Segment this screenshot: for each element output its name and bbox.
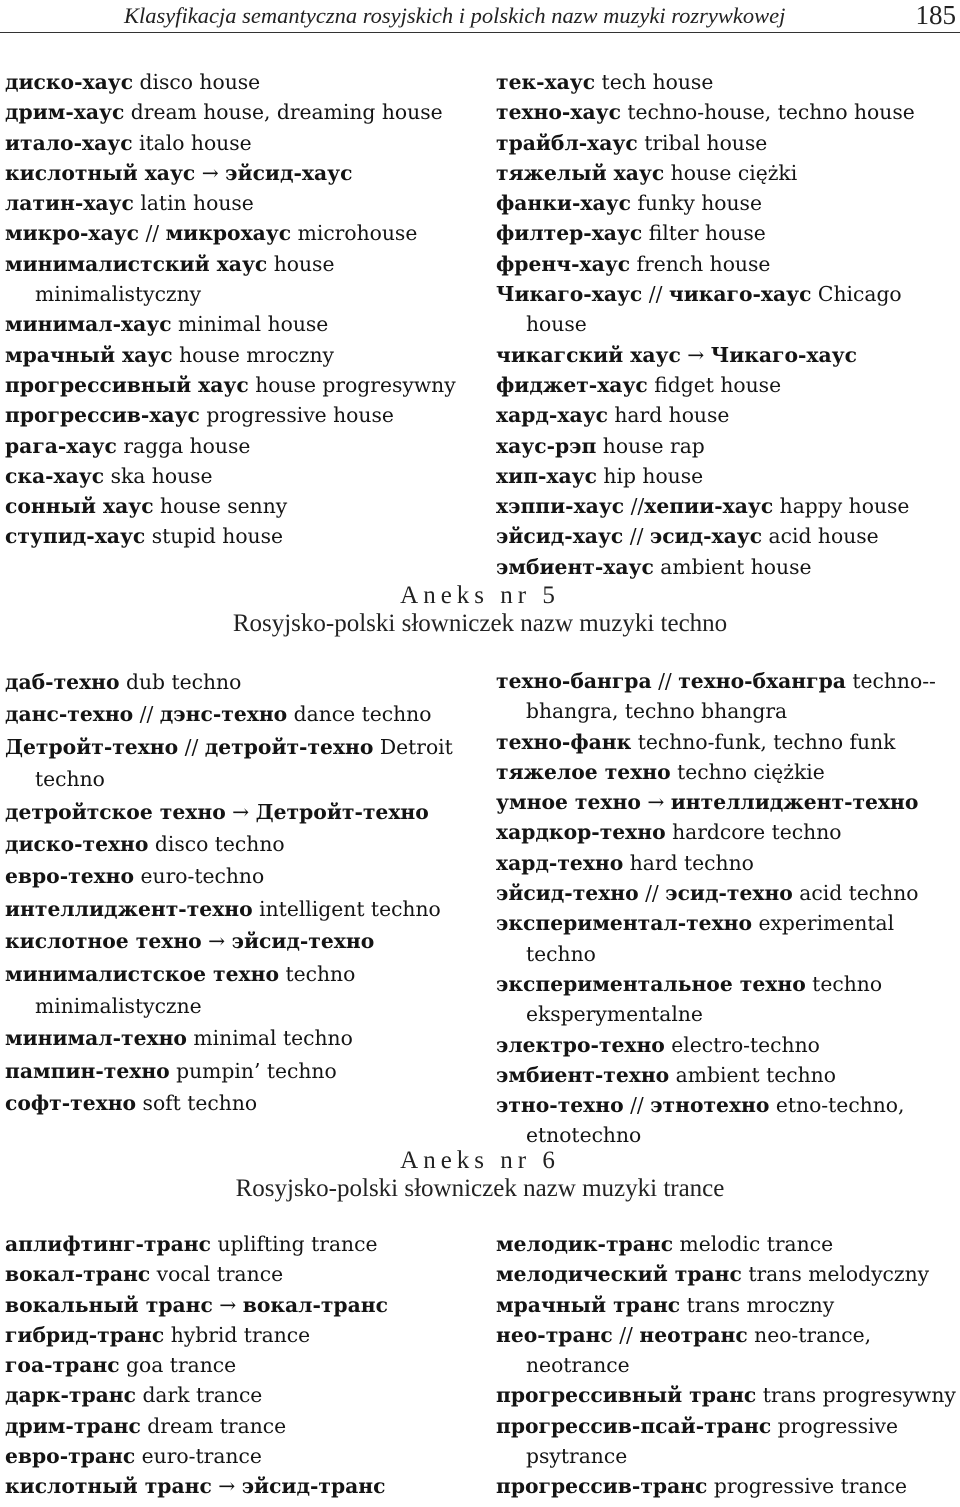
entry-translation: italo house xyxy=(132,130,252,155)
dictionary-entry xyxy=(5,828,467,860)
entry-variant: неотранс xyxy=(639,1322,748,1347)
entry-variant: чикаго-хаус xyxy=(668,282,812,307)
entry-term: евро-техно xyxy=(5,864,135,889)
dictionary-entry xyxy=(5,1259,467,1289)
entry-term: тяжелый хаус xyxy=(496,160,665,185)
dictionary-entry xyxy=(496,908,958,969)
entry-translation: minimal techno xyxy=(186,1026,353,1051)
entry-reference: Детройт-техно xyxy=(255,799,429,824)
dictionary-entry xyxy=(5,249,467,310)
entry-translation: techno-house, techno house xyxy=(620,100,915,125)
entry-arrow: → xyxy=(225,799,256,824)
dictionary-entry xyxy=(5,309,467,339)
dictionary-entry xyxy=(496,1090,958,1151)
dictionary-entry xyxy=(496,817,958,847)
dictionary-entry xyxy=(5,218,467,248)
dictionary-entry xyxy=(5,731,467,796)
entry-term: софт-техно xyxy=(5,1091,137,1116)
entry-translation: house rap xyxy=(596,433,705,458)
dictionary-entry xyxy=(5,188,467,218)
entry-term: прогрессив-транс xyxy=(496,1474,708,1499)
dictionary-entry xyxy=(5,1022,467,1054)
entry-translation: ragga house xyxy=(116,433,251,458)
entry-term: Чикаго-хаус xyxy=(496,282,643,307)
entry-arrow: → xyxy=(212,1292,243,1317)
entry-translation: acid techno xyxy=(792,881,919,906)
entry-term: кислотный транс xyxy=(5,1474,212,1499)
entry-translation: hybrid trance xyxy=(164,1322,311,1347)
dictionary-entry xyxy=(5,1229,467,1259)
dictionary-entry xyxy=(496,969,958,1030)
entry-term: диско-техно xyxy=(5,832,149,857)
entry-term: прогрессив-псай-транс xyxy=(496,1413,772,1438)
entry-term: ступид-хаус xyxy=(5,524,146,549)
entry-translation: euro-techno xyxy=(134,864,265,889)
entry-reference: Чикаго-хаус xyxy=(710,342,857,367)
entry-separator: // xyxy=(624,494,645,519)
entry-term: прогрессив-хаус xyxy=(5,403,200,428)
dictionary-entry xyxy=(496,1290,958,1320)
dictionary-entry xyxy=(5,1055,467,1087)
entry-variant: дэнс-техно xyxy=(159,702,288,727)
entry-translation: dub techno xyxy=(119,670,242,694)
entry-term: тек-хаус xyxy=(496,70,596,94)
dictionary-entry xyxy=(5,958,467,1023)
dictionary-entry xyxy=(496,279,958,340)
entry-translation: trans mroczny xyxy=(680,1292,835,1317)
entry-translation: euro-trance xyxy=(135,1444,262,1469)
dictionary-entry xyxy=(5,1471,467,1501)
dictionary-entry xyxy=(496,431,958,461)
entry-separator: // xyxy=(642,282,669,307)
entry-variant: хепии-хаус xyxy=(644,494,774,519)
dictionary-entry xyxy=(496,97,958,127)
entry-term: хаус-рэп xyxy=(496,433,597,458)
entry-translation: etno-techno, etnotechno xyxy=(526,1093,905,1148)
entry-translation: hard techno xyxy=(623,850,754,875)
entry-separator: // xyxy=(139,221,166,246)
entry-variant: эсид-техно xyxy=(665,881,793,906)
entry-term: Детройт-техно xyxy=(5,734,179,759)
entry-arrow: → xyxy=(195,160,226,185)
entry-translation: progressive trance xyxy=(707,1474,907,1499)
dictionary-entry xyxy=(496,878,958,908)
entry-term: техно-фанк xyxy=(496,729,632,754)
entry-translation: hardcore techno xyxy=(665,820,842,845)
entry-term: минималистский хаус xyxy=(5,251,268,276)
dictionary-entry xyxy=(496,1380,958,1410)
entry-translation: house ciężki xyxy=(664,160,798,185)
trance-list-right xyxy=(496,1229,958,1502)
entry-term: данс-техно xyxy=(5,702,134,727)
dictionary-entry xyxy=(5,461,467,491)
techno-list-left xyxy=(5,666,467,1120)
annex-6-heading xyxy=(0,1147,960,1203)
entry-term: прогрессивный транс xyxy=(496,1383,757,1408)
entry-translation: intelligent techno xyxy=(252,896,441,921)
entry-variant: техно-бхангра xyxy=(678,669,846,693)
entry-translation: house progresywny xyxy=(248,372,456,397)
entry-translation: house minimalistyczny xyxy=(35,251,335,307)
entry-separator: // xyxy=(178,734,205,759)
entry-term: техно-хаус xyxy=(496,100,621,125)
entry-term: чикагский хаус xyxy=(496,342,681,367)
dictionary-entry xyxy=(496,158,958,188)
entry-term: хард-техно xyxy=(496,850,624,875)
entry-reference: эйсид-хаус xyxy=(225,160,353,185)
dictionary-entry xyxy=(5,666,467,698)
entry-translation: techno eksperymentalne xyxy=(526,971,883,1027)
entry-translation: dream house, dreaming house xyxy=(124,100,443,125)
entry-term: пампин-техно xyxy=(5,1058,170,1083)
dictionary-entry xyxy=(5,796,467,828)
entry-arrow: → xyxy=(640,790,671,815)
entry-term: сонный хаус xyxy=(5,494,154,519)
entry-separator: // xyxy=(651,669,679,693)
entry-term: диско-хаус xyxy=(5,70,134,94)
entry-term: минимал-техно xyxy=(5,1026,187,1051)
entry-separator: // xyxy=(133,702,160,727)
entry-term: рага-хаус xyxy=(5,433,117,458)
entry-translation: ambient house xyxy=(653,554,812,579)
annex-6-subtitle: Rosyjsko-polski słowniczek nazw muzyki trance xyxy=(235,1175,725,1202)
entry-term: даб-техно xyxy=(5,670,120,694)
entry-translation: acid house xyxy=(762,524,879,549)
entry-arrow: → xyxy=(201,929,232,954)
entry-translation: dark trance xyxy=(136,1383,263,1408)
entry-translation: hip house xyxy=(596,463,704,488)
dictionary-entry xyxy=(5,431,467,461)
dictionary-entry xyxy=(5,370,467,400)
entry-term: фанки-хаус xyxy=(496,191,631,216)
entry-term: вокал-транс xyxy=(5,1262,151,1287)
annex-5-title: Aneks nr 5 xyxy=(400,582,560,609)
entry-translation: progressive house xyxy=(199,403,394,428)
entry-term: евро-транс xyxy=(5,1444,136,1469)
entry-term: хард-хаус xyxy=(496,403,608,428)
entry-term: филтер-хаус xyxy=(496,221,643,246)
dictionary-entry xyxy=(496,757,958,787)
entry-term: детройтское техно xyxy=(5,799,226,824)
entry-variant: эсид-хаус xyxy=(649,524,763,549)
entry-separator: // xyxy=(638,881,666,906)
dictionary-entry xyxy=(5,67,467,97)
dictionary-entry xyxy=(496,188,958,218)
entry-term: техно-бангра xyxy=(496,669,652,693)
dictionary-entry xyxy=(5,97,467,127)
entry-translation: filter house xyxy=(642,221,766,246)
entry-translation: french house xyxy=(630,251,771,276)
dictionary-entry xyxy=(5,1290,467,1320)
dictionary-entry xyxy=(496,552,958,582)
house-list-left xyxy=(5,67,467,552)
dictionary-entry xyxy=(5,1320,467,1350)
entry-translation: microhouse xyxy=(291,221,418,246)
entry-separator: // xyxy=(612,1322,640,1347)
dictionary-entry xyxy=(496,218,958,248)
entry-term: мрачный хаус xyxy=(5,342,173,367)
dictionary-entry xyxy=(5,128,467,158)
dictionary-entry xyxy=(496,249,958,279)
entry-translation: funky house xyxy=(630,191,762,216)
entry-term: мелодический транс xyxy=(496,1262,742,1287)
entry-translation: techno minimalistyczne xyxy=(35,961,356,1019)
entry-term: френч-хаус xyxy=(496,251,631,276)
dictionary-entry xyxy=(5,158,467,188)
entry-term: мрачный транс xyxy=(496,1292,681,1317)
entry-term: тяжелое техно xyxy=(496,759,671,784)
entry-translation: Chicago house xyxy=(526,282,902,337)
entry-translation: latin house xyxy=(133,191,254,216)
entry-term: дрим-хаус xyxy=(5,100,125,125)
entry-term: эйсид-техно xyxy=(496,881,639,906)
dictionary-entry xyxy=(496,1229,958,1259)
entry-separator: // xyxy=(623,524,650,549)
entry-term: гибрид-транс xyxy=(5,1322,165,1347)
entry-translation: dance techno xyxy=(287,702,432,727)
dictionary-entry xyxy=(496,128,958,158)
page-number: 185 xyxy=(915,0,956,30)
dictionary-entry xyxy=(496,67,958,97)
dictionary-entry xyxy=(496,1471,958,1501)
entry-term: экспериментальное техно xyxy=(496,971,806,996)
entry-term: кислотное техно xyxy=(5,929,202,954)
house-list-right xyxy=(496,67,958,582)
entry-variant: детройт-техно xyxy=(204,734,374,759)
dictionary-entry xyxy=(5,400,467,430)
entry-variant: микрохаус xyxy=(165,221,292,246)
entry-term: микро-хаус xyxy=(5,221,139,246)
entry-term: кислотный хаус xyxy=(5,160,196,185)
dictionary-entry xyxy=(5,340,467,370)
dictionary-entry xyxy=(5,1087,467,1119)
entry-separator: // xyxy=(623,1093,651,1118)
entry-term: ска-хаус xyxy=(5,463,105,488)
entry-translation: minimal house xyxy=(171,312,329,337)
entry-translation: vocal trance xyxy=(150,1262,284,1287)
entry-term: дрим-транс xyxy=(5,1413,141,1438)
entry-translation: experimental techno xyxy=(526,911,895,966)
dictionary-entry xyxy=(496,400,958,430)
entry-term: минимал-хаус xyxy=(5,312,172,337)
entry-translation: techno--bhangra, techno bhangra xyxy=(526,669,936,724)
entry-translation: goa trance xyxy=(119,1353,237,1378)
entry-translation: uplifting trance xyxy=(211,1232,378,1256)
entry-translation: techno ciężkie xyxy=(670,759,825,784)
dictionary-entry xyxy=(496,666,958,727)
dictionary-entry xyxy=(496,521,958,551)
dictionary-entry xyxy=(5,1350,467,1380)
entry-translation: happy house xyxy=(773,494,910,519)
entry-term: итало-хаус xyxy=(5,130,133,155)
entry-term: вокальный транс xyxy=(5,1292,213,1317)
entry-translation: disco techno xyxy=(148,832,285,857)
entry-term: трайбл-хаус xyxy=(496,130,638,155)
dictionary-entry xyxy=(496,787,958,817)
dictionary-entry xyxy=(496,1320,958,1381)
entry-term: нео-транс xyxy=(496,1322,613,1347)
entry-reference: интеллиджент-техно xyxy=(670,790,919,815)
entry-translation: disco house xyxy=(133,70,261,94)
entry-reference: эйсид-техно xyxy=(231,929,375,954)
entry-translation: trans melodyczny xyxy=(741,1262,930,1287)
running-header xyxy=(0,0,960,33)
entry-translation: dream trance xyxy=(140,1413,287,1438)
entry-translation: pumpin’ techno xyxy=(169,1058,337,1083)
entry-translation: house senny xyxy=(153,494,288,519)
entry-term: эмбиент-хаус xyxy=(496,554,654,579)
entry-term: мелодик-транс xyxy=(496,1232,674,1256)
entry-translation: ambient techno xyxy=(669,1062,836,1087)
entry-translation: tribal house xyxy=(637,130,768,155)
entry-variant: этнотехно xyxy=(650,1093,770,1118)
entry-translation: Detroit techno xyxy=(35,734,453,792)
annex-5-subtitle: Rosyjsko-polski słowniczek nazw muzyki techno xyxy=(232,610,728,637)
dictionary-entry xyxy=(496,848,958,878)
entry-translation: electro-techno xyxy=(664,1032,820,1057)
entry-term: хэппи-хаус xyxy=(496,494,625,519)
dictionary-entry xyxy=(5,698,467,730)
entry-translation: fidget house xyxy=(647,372,782,397)
dictionary-entry xyxy=(5,1380,467,1410)
entry-term: интеллиджент-техно xyxy=(5,896,253,921)
entry-term: фиджет-хаус xyxy=(496,372,648,397)
entry-reference: эйсид-транс xyxy=(241,1474,386,1499)
entry-term: умное техно xyxy=(496,790,641,815)
dictionary-entry xyxy=(496,370,958,400)
entry-translation: hard house xyxy=(607,403,730,428)
dictionary-entry xyxy=(496,340,958,370)
dictionary-entry xyxy=(5,491,467,521)
entry-translation: melodic trance xyxy=(673,1232,834,1256)
dictionary-entry xyxy=(496,461,958,491)
dictionary-entry xyxy=(5,521,467,551)
dictionary-entry xyxy=(5,925,467,957)
entry-translation: trans progresywny xyxy=(756,1383,956,1408)
entry-term: дарк-транс xyxy=(5,1383,136,1408)
dictionary-entry xyxy=(5,1411,467,1441)
entry-arrow: → xyxy=(211,1474,242,1499)
techno-list-right xyxy=(496,666,958,1151)
entry-translation: ska house xyxy=(104,463,213,488)
entry-term: эмбиент-техно xyxy=(496,1062,670,1087)
entry-term: электро-техно xyxy=(496,1032,665,1057)
entry-arrow: → xyxy=(680,342,711,367)
entry-translation: soft techno xyxy=(136,1091,258,1116)
entry-term: этно-техно xyxy=(496,1093,624,1118)
entry-term: гоа-транс xyxy=(5,1353,120,1378)
dictionary-entry xyxy=(5,1441,467,1471)
annex-6-title: Aneks nr 6 xyxy=(400,1147,560,1174)
trance-list-left xyxy=(5,1229,467,1502)
entry-translation: house mroczny xyxy=(172,342,334,367)
entry-term: хардкор-техно xyxy=(496,820,666,845)
entry-reference: вокал-транс xyxy=(242,1292,388,1317)
dictionary-entry xyxy=(496,1060,958,1090)
dictionary-entry xyxy=(5,893,467,925)
dictionary-entry xyxy=(496,1411,958,1472)
entry-translation: techno-funk, techno funk xyxy=(631,729,896,754)
entry-translation: progressive psytrance xyxy=(526,1413,898,1469)
entry-term: аплифтинг-транс xyxy=(5,1232,212,1256)
dictionary-entry xyxy=(496,727,958,757)
entry-translation: stupid house xyxy=(145,524,284,549)
dictionary-entry xyxy=(496,1030,958,1060)
dictionary-entry xyxy=(5,860,467,892)
entry-term: прогрессивный хаус xyxy=(5,372,249,397)
entry-term: минималистское техно xyxy=(5,961,279,986)
dictionary-entry xyxy=(496,1259,958,1289)
entry-translation: tech house xyxy=(595,70,714,94)
entry-term: эйсид-хаус xyxy=(496,524,624,549)
annex-5-heading xyxy=(0,582,960,638)
entry-term: хип-хаус xyxy=(496,463,597,488)
dictionary-entry xyxy=(496,491,958,521)
entry-term: экспериментал-техно xyxy=(496,911,753,936)
entry-term: латин-хаус xyxy=(5,191,134,216)
entry-translation: neo-trance, neotrance xyxy=(526,1322,872,1378)
running-title: Klasyfikacja semantyczna rosyjskich i polskich nazw muzyki rozrywkowej xyxy=(124,3,786,28)
